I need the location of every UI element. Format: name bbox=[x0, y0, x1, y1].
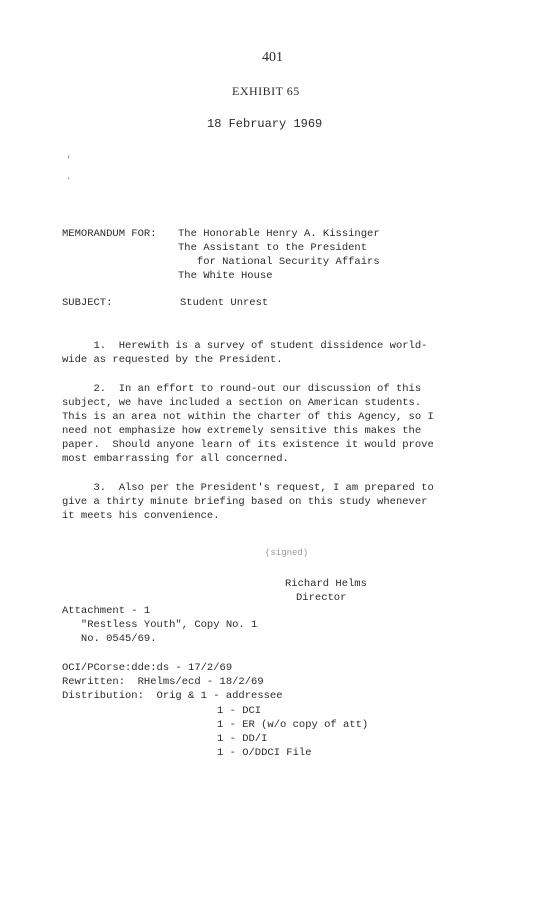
paragraph-line: it meets his convenience. bbox=[62, 510, 220, 522]
exhibit-label: EXHIBIT 65 bbox=[232, 84, 300, 98]
subject-label: SUBJECT: bbox=[62, 297, 113, 309]
paragraph-line: 3. Also per the President's request, I am prepared to bbox=[62, 482, 434, 494]
recipient-line: for National Security Affairs bbox=[178, 256, 380, 268]
paragraph-line: 1. Herewith is a survey of student dissidence world- bbox=[62, 340, 428, 352]
paragraph-line: give a thirty minute briefing based on this study whenever bbox=[62, 496, 428, 508]
attachment-line: "Restless Youth", Copy No. 1 bbox=[62, 619, 258, 631]
paragraph-line: paper. Should anyone learn of its existence it would prove bbox=[62, 439, 434, 451]
subject-value: Student Unrest bbox=[180, 297, 269, 309]
attachment-line: No. 0545/69. bbox=[62, 633, 157, 645]
paragraph-line: subject, we have included a section on American students. bbox=[62, 397, 422, 409]
signer-name: Richard Helms bbox=[285, 578, 367, 590]
memo-date: 18 February 1969 bbox=[207, 117, 323, 131]
paragraph-line: need not emphasize how extremely sensitive this makes the bbox=[62, 425, 422, 437]
recipient-line: The Assistant to the President bbox=[178, 242, 368, 254]
distribution-item: 1 - DCI bbox=[217, 705, 262, 717]
distribution-item: 1 - DD/I bbox=[217, 733, 268, 745]
distribution-line: OCI/PCorse:dde:ds - 17/2/69 bbox=[62, 662, 233, 674]
page-number: 401 bbox=[262, 50, 283, 65]
stray-marks: ' bbox=[66, 155, 77, 165]
recipient-line: The White House bbox=[178, 270, 273, 282]
stray-marks-2: . bbox=[66, 172, 72, 182]
paragraph-line: most embarrassing for all concerned. bbox=[62, 453, 289, 465]
signer-title: Director bbox=[296, 592, 347, 604]
memorandum-for-label: MEMORANDUM FOR: bbox=[62, 228, 157, 240]
distribution-line: Distribution: Orig & 1 - addressee bbox=[62, 690, 283, 702]
recipient-line: The Honorable Henry A. Kissinger bbox=[178, 228, 380, 240]
paragraph-line: wide as requested by the President. bbox=[62, 354, 283, 366]
attachment-line: Attachment - 1 bbox=[62, 605, 151, 617]
distribution-item: 1 - ER (w/o copy of att) bbox=[217, 719, 369, 731]
signature-scribble: (signed) bbox=[265, 548, 309, 558]
paragraph-line: 2. In an effort to round-out our discussion of this bbox=[62, 383, 422, 395]
paragraph-line: This is an area not within the charter of this Agency, so I bbox=[62, 411, 434, 423]
distribution-line: Rewritten: RHelms/ecd - 18/2/69 bbox=[62, 676, 264, 688]
distribution-item: 1 - O/DDCI File bbox=[217, 747, 312, 759]
